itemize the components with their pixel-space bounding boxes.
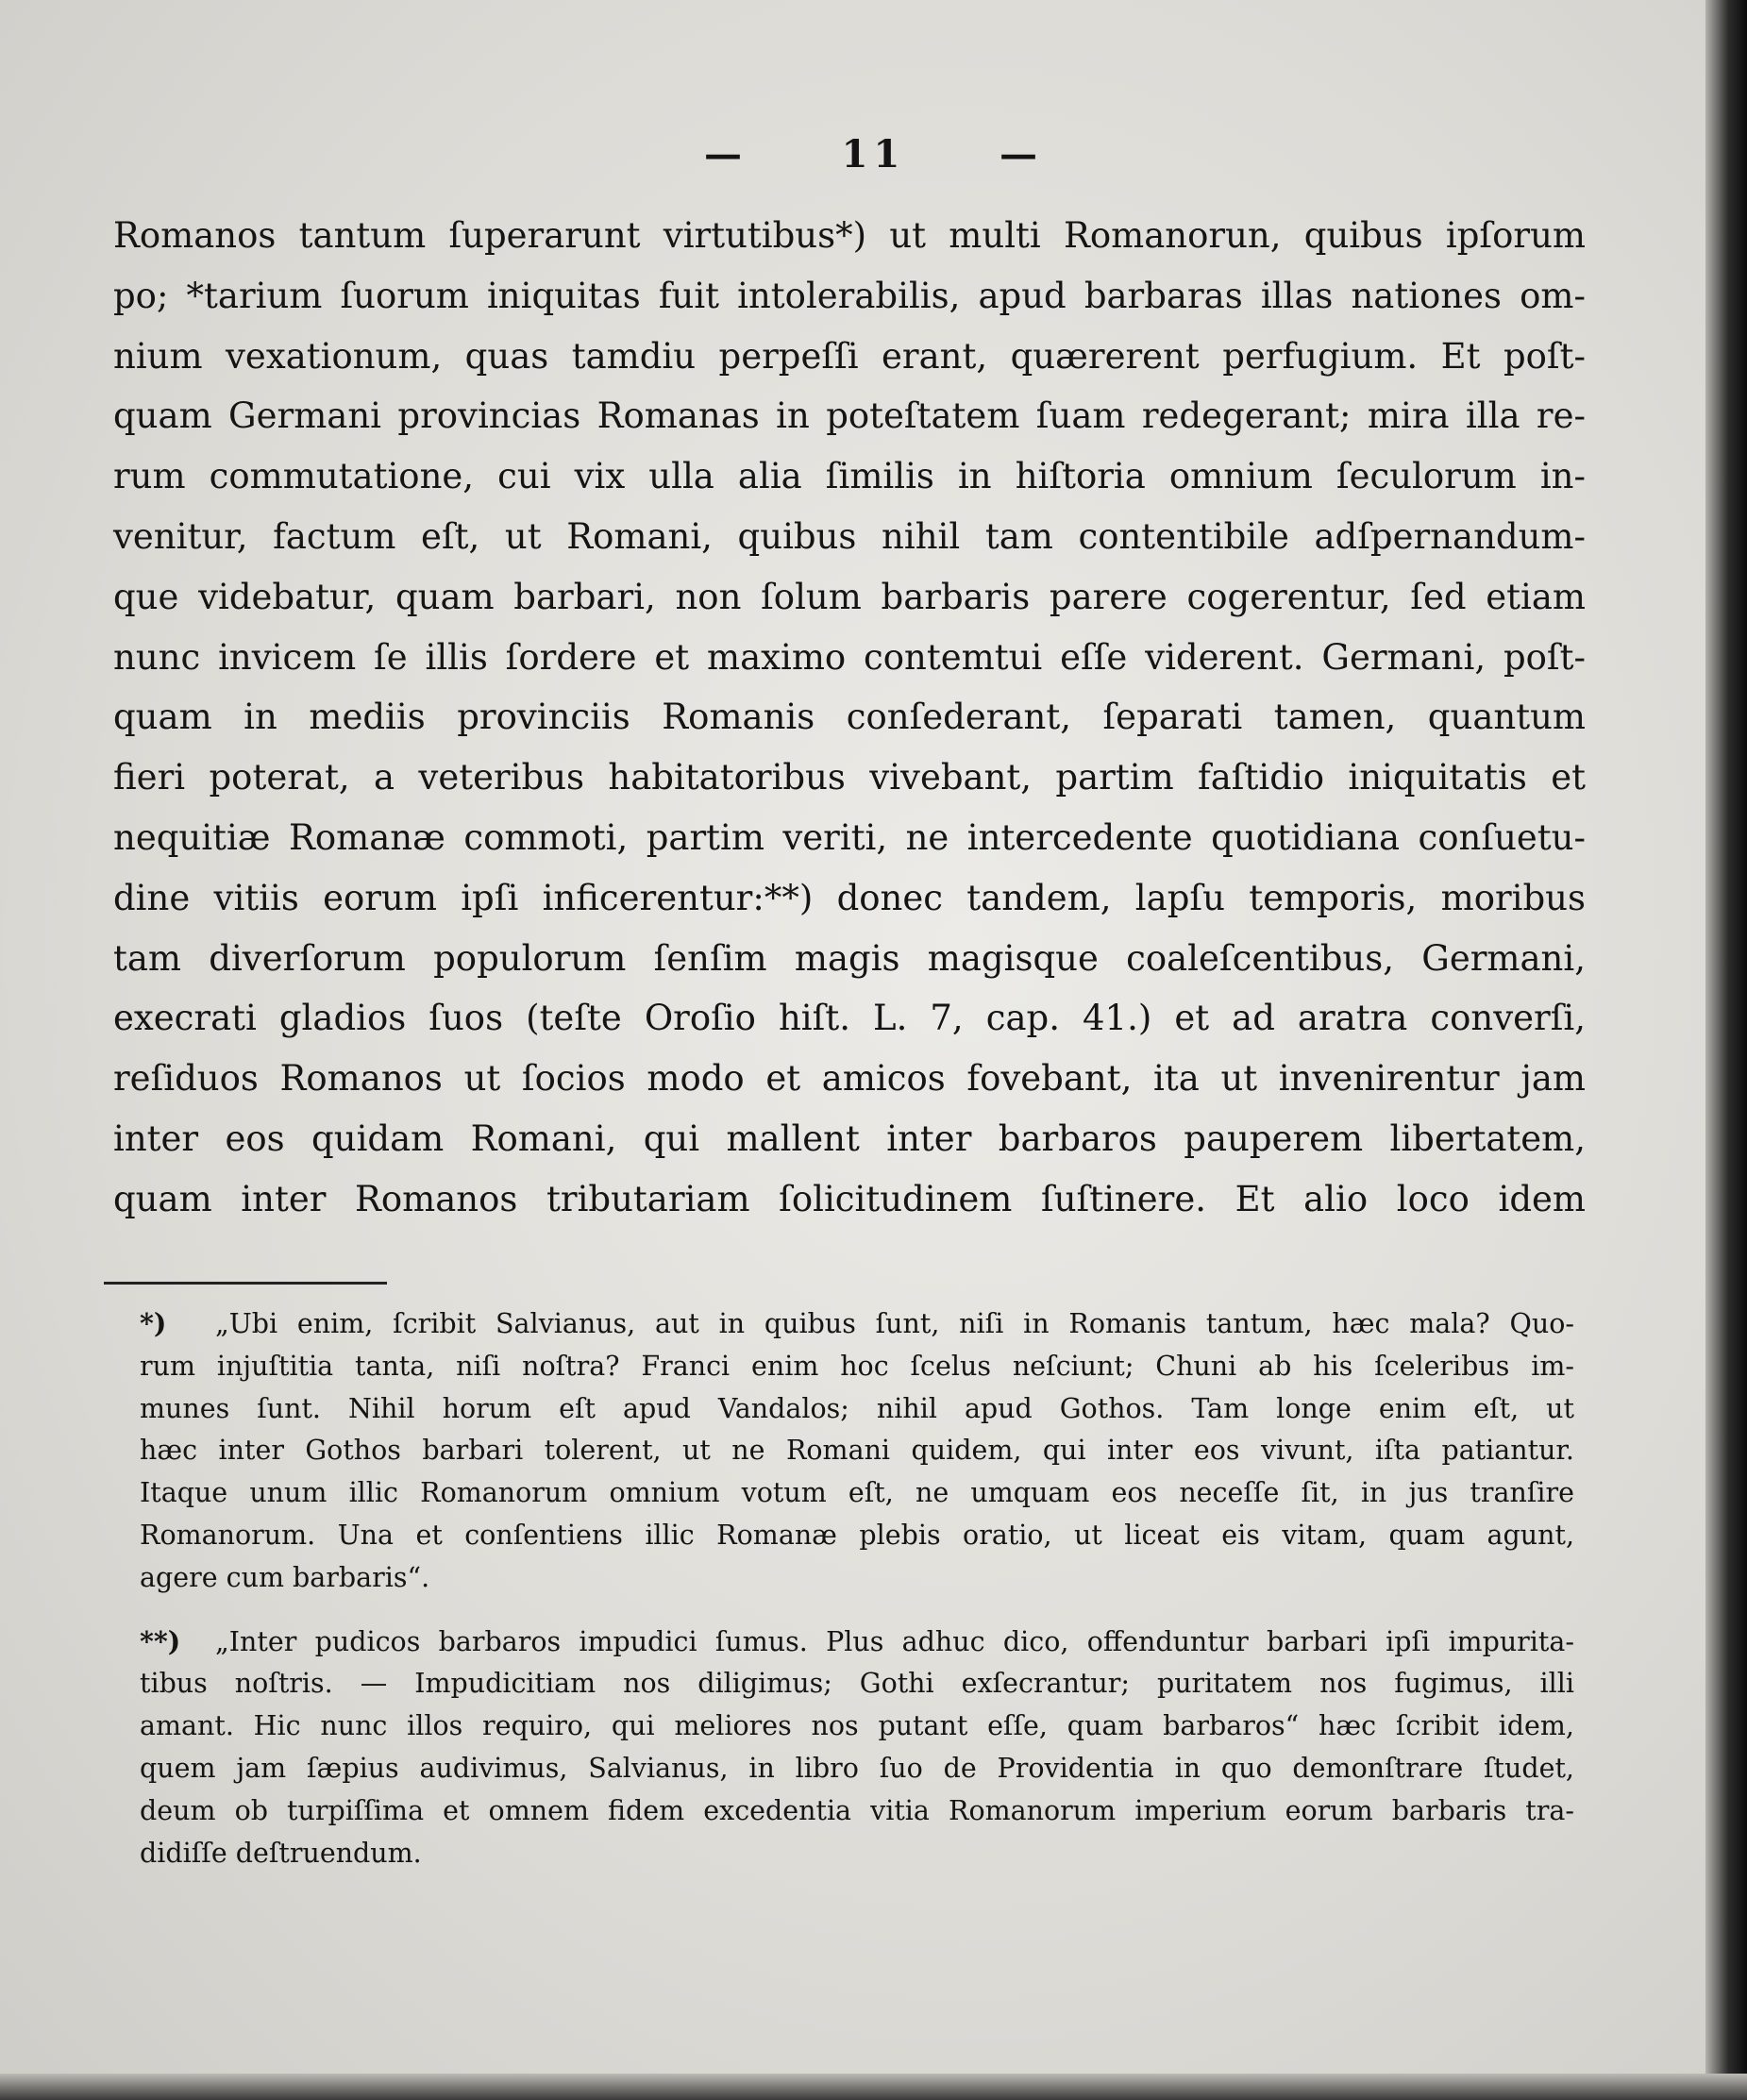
text-line: que videbatur, quam barbari, non ſolum barbaris parere cogerentur, ſed etiam [113, 576, 1586, 617]
footnote-line: rum injuſtitia tanta, niſi noſtra? Franci enim hoc ſcelus neſciunt; Chuni ab his ſceleribus im- [140, 1350, 1574, 1382]
footnote-line: tibus noſtris. — Impudicitiam nos diligimus; Gothi exſecrantur; puritatem nos fugimus, illi [140, 1668, 1574, 1700]
text-line: fieri poterat, a veteribus habitatoribus vivebant, partim faſtidio iniquitatis et [113, 757, 1586, 798]
page-header [0, 132, 1747, 176]
main-text [113, 206, 1586, 1230]
text-line: dine vitiis eorum ipſi inficerentur:**) donec tandem, lapſu temporis, moribus [113, 877, 1586, 918]
footnote-line [140, 1302, 1574, 1346]
footnote-text: „Inter pudicos barbaros impudici ſumus. Plus adhuc dico, offenduntur barbari ipſi impurita- [215, 1625, 1574, 1657]
footnote-line: quem jam ſæpius audivimus, Salvianus, in libro ſuo de Providentia in quo demonſtrare ſtudet, [140, 1752, 1574, 1784]
text-line: quam inter Romanos tributariam ſolicitudinem ſuſtinere. Et alio loco idem [113, 1178, 1586, 1219]
text-line: nequitiæ Romanæ commoti, partim veriti, ne intercedente quotidiana conſuetu- [113, 816, 1586, 858]
header-dash-right: — [999, 132, 1043, 176]
header-dash-left: — [704, 132, 748, 176]
footnote-line: munes ſunt. Nihil horum eſt apud Vandalos; nihil apud Gothos. Tam longe enim eſt, ut [140, 1392, 1574, 1424]
footnote-2 [140, 1621, 1574, 1875]
footnote-line: Romanorum. Una et conſentiens illic Romanæ plebis oratio, ut liceat eis vitam, quam agunt, [140, 1519, 1574, 1551]
text-line: nium vexationum, quas tamdiu perpeſſi erant, quærerent perfugium. Et poſt- [113, 335, 1586, 377]
text-line: quam in mediis provinciis Romanis conſederant, ſeparati tamen, quantum [113, 697, 1586, 738]
text-line: reſiduos Romanos ut ſocios modo et amicos fovebant, ita ut invenirentur jam [113, 1058, 1586, 1100]
footnote-1 [140, 1302, 1574, 1600]
footnote-line: deum ob turpiſſima et omnem fidem excedentia vitia Romanorum imperium eorum barbaris tra- [140, 1794, 1574, 1826]
text-line: inter eos quidam Romani, qui mallent inter barbaros pauperem libertatem, [113, 1117, 1586, 1159]
text-line: venitur, factum eſt, ut Romani, quibus nihil tam contentibile adſpernandum- [113, 515, 1586, 557]
text-line: nunc invicem ſe illis ſordere et maximo contemtui eſſe viderent. Germani, poſt- [113, 636, 1586, 678]
text-line: tam diverſorum populorum ſenſim magis magisque coaleſcentibus, Germani, [113, 937, 1586, 979]
footnote-line: hæc inter Gothos barbari tolerent, ut ne Romani quidem, qui inter eos vivunt, iſta patiantur. [140, 1435, 1574, 1467]
page-number: 11 [841, 132, 906, 176]
footnote-marker: **) [140, 1624, 181, 1657]
footnote-line: didiſſe deſtruendum. [140, 1837, 422, 1869]
text-line: po; *tarium ſuorum iniquitas fuit intolerabilis, apud barbaras illas nationes om- [113, 275, 1586, 316]
footnote-line [140, 1621, 1574, 1664]
footnote-line: amant. Hic nunc illos requiro, qui meliores nos putant eſſe, quam barbaros“ hæc ſcribit idem, [140, 1710, 1574, 1742]
footnotes [140, 1302, 1574, 1895]
text-line: Romanos tantum ſuperarunt virtutibus*) ut multi Romanorun, quibus ipſorum [113, 215, 1586, 256]
page-bottom-shadow [0, 2074, 1747, 2100]
footnote-marker: *) [140, 1307, 167, 1339]
footnote-text: „Ubi enim, ſcribit Salvianus, aut in quibus ſunt, niſi in Romanis tantum, hæc mala? Quo- [215, 1308, 1574, 1339]
footnote-divider [104, 1282, 387, 1285]
footnote-line: Itaque unum illic Romanorum omnium votum eſt, ne umquam eos neceſſe ſit, in jus tranſire [140, 1477, 1574, 1509]
footnote-line: agere cum barbaris“. [140, 1561, 430, 1593]
text-line: quam Germani provincias Romanas in poteſtatem ſuam redegerant; mira illa re- [113, 395, 1586, 437]
text-line: rum commutatione, cui vix ulla alia ſimilis in hiſtoria omnium ſeculorum in- [113, 456, 1586, 497]
page-edge-shadow [1705, 0, 1747, 2100]
text-line: execrati gladios ſuos (teſte Oroſio hiſt. L. 7, cap. 41.) et ad aratra converſi, [113, 998, 1586, 1039]
